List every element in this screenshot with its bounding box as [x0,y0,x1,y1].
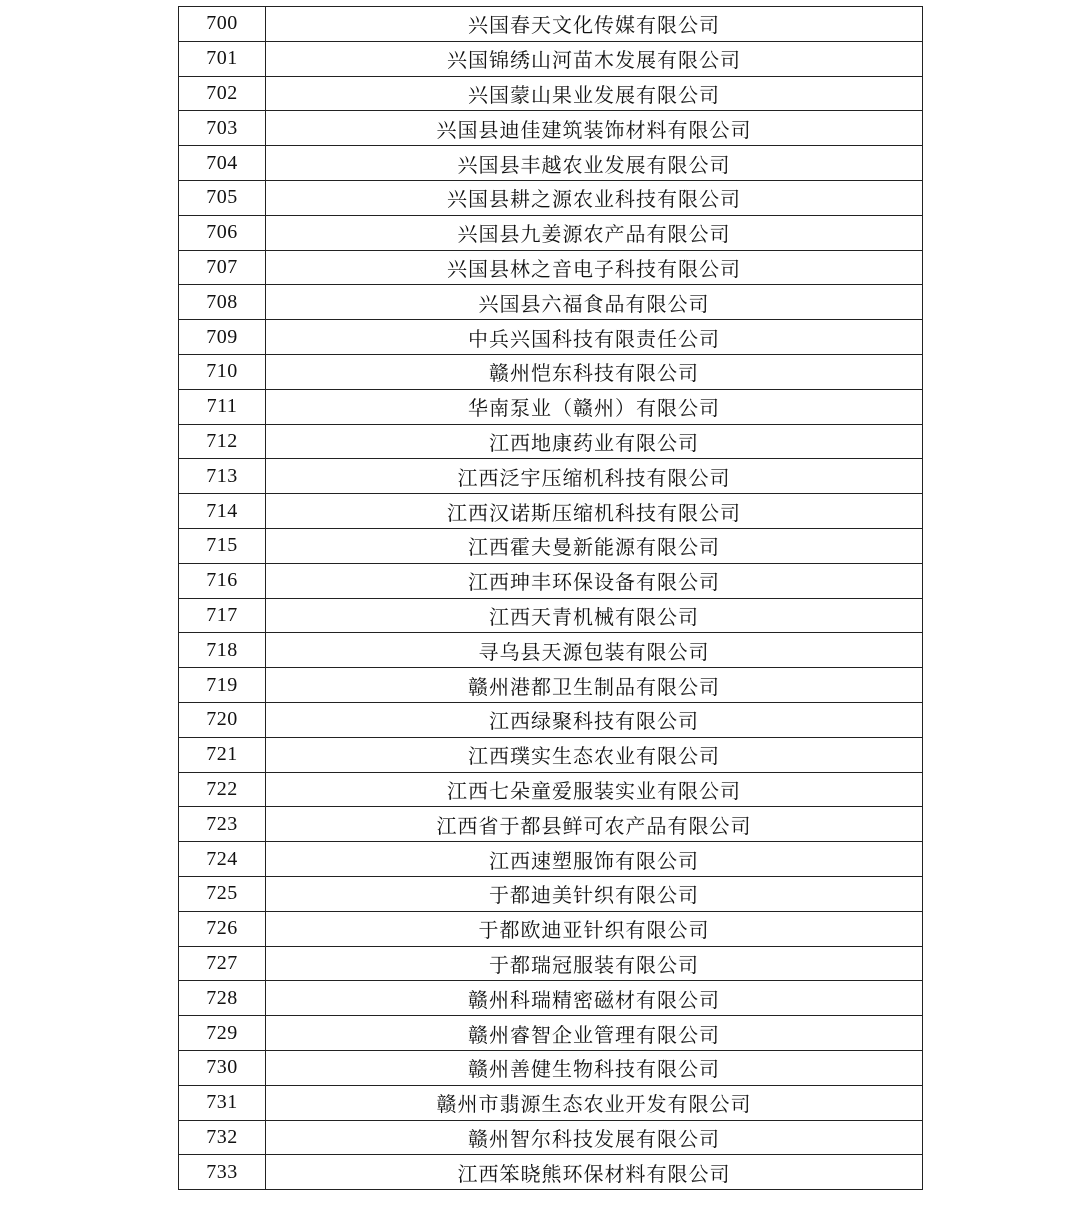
table-row [179,842,923,877]
row-number-cell: 713 [179,459,266,494]
table-row [179,1016,923,1051]
table-row [179,772,923,807]
row-number-cell: 729 [179,1016,266,1051]
company-name-cell: 华南泵业（赣州）有限公司 [266,389,923,424]
company-name-cell: 江西珅丰环保设备有限公司 [266,563,923,598]
table-row [179,1085,923,1120]
row-number-cell: 714 [179,494,266,529]
row-number-cell: 732 [179,1120,266,1155]
company-name-cell: 江西汉诺斯压缩机科技有限公司 [266,494,923,529]
company-name-cell: 江西绿聚科技有限公司 [266,702,923,737]
company-name-cell: 于都瑞冠服装有限公司 [266,946,923,981]
company-name-cell: 兴国县丰越农业发展有限公司 [266,146,923,181]
table-row [179,215,923,250]
table-row [179,111,923,146]
row-number-cell: 728 [179,981,266,1016]
table-row [179,981,923,1016]
table-row [179,528,923,563]
row-number-cell: 701 [179,41,266,76]
company-name-cell: 赣州睿智企业管理有限公司 [266,1016,923,1051]
company-name-cell: 江西笨晓熊环保材料有限公司 [266,1155,923,1190]
company-name-cell: 赣州恺东科技有限公司 [266,354,923,389]
company-name-cell: 赣州市翡源生态农业开发有限公司 [266,1085,923,1120]
table-row [179,1050,923,1085]
company-name-cell: 于都迪美针织有限公司 [266,876,923,911]
row-number-cell: 726 [179,911,266,946]
row-number-cell: 708 [179,285,266,320]
table-row [179,459,923,494]
company-name-cell: 兴国锦绣山河苗木发展有限公司 [266,41,923,76]
row-number-cell: 717 [179,598,266,633]
company-name-cell: 江西速塑服饰有限公司 [266,842,923,877]
company-name-cell: 赣州善健生物科技有限公司 [266,1050,923,1085]
company-name-cell: 江西天青机械有限公司 [266,598,923,633]
table-row [179,285,923,320]
table-row [179,737,923,772]
row-number-cell: 721 [179,737,266,772]
table-row [179,1155,923,1190]
row-number-cell: 722 [179,772,266,807]
row-number-cell: 730 [179,1050,266,1085]
company-name-cell: 兴国蒙山果业发展有限公司 [266,76,923,111]
table-row [179,563,923,598]
company-list-body [179,7,923,1190]
row-number-cell: 709 [179,320,266,355]
table-row [179,146,923,181]
table-row [179,76,923,111]
company-name-cell: 于都欧迪亚针织有限公司 [266,911,923,946]
company-name-cell: 江西璞实生态农业有限公司 [266,737,923,772]
company-name-cell: 赣州科瑞精密磁材有限公司 [266,981,923,1016]
table-row [179,7,923,42]
company-name-cell: 江西霍夫曼新能源有限公司 [266,528,923,563]
row-number-cell: 715 [179,528,266,563]
company-name-cell: 兴国县耕之源农业科技有限公司 [266,180,923,215]
row-number-cell: 704 [179,146,266,181]
table-row [179,494,923,529]
company-name-cell: 中兵兴国科技有限责任公司 [266,320,923,355]
company-name-cell: 兴国县九姜源农产品有限公司 [266,215,923,250]
company-list-table [178,6,923,1190]
row-number-cell: 707 [179,250,266,285]
table-row [179,250,923,285]
table-row [179,320,923,355]
company-name-cell: 江西地康药业有限公司 [266,424,923,459]
company-name-cell: 赣州港都卫生制品有限公司 [266,668,923,703]
table-row [179,807,923,842]
row-number-cell: 712 [179,424,266,459]
row-number-cell: 720 [179,702,266,737]
table-row [179,180,923,215]
company-name-cell: 赣州智尔科技发展有限公司 [266,1120,923,1155]
row-number-cell: 719 [179,668,266,703]
company-list-table-wrapper [178,6,922,1190]
company-name-cell: 江西七朵童爱服装实业有限公司 [266,772,923,807]
company-name-cell: 兴国县迪佳建筑装饰材料有限公司 [266,111,923,146]
table-row [179,41,923,76]
row-number-cell: 703 [179,111,266,146]
row-number-cell: 731 [179,1085,266,1120]
table-row [179,633,923,668]
row-number-cell: 727 [179,946,266,981]
table-row [179,911,923,946]
company-name-cell: 兴国县林之音电子科技有限公司 [266,250,923,285]
row-number-cell: 718 [179,633,266,668]
company-name-cell: 江西泛宇压缩机科技有限公司 [266,459,923,494]
table-row [179,598,923,633]
row-number-cell: 725 [179,876,266,911]
table-row [179,354,923,389]
row-number-cell: 702 [179,76,266,111]
table-row [179,946,923,981]
company-name-cell: 江西省于都县鲜可农产品有限公司 [266,807,923,842]
company-name-cell: 寻乌县天源包装有限公司 [266,633,923,668]
row-number-cell: 700 [179,7,266,42]
row-number-cell: 724 [179,842,266,877]
company-name-cell: 兴国县六福食品有限公司 [266,285,923,320]
row-number-cell: 733 [179,1155,266,1190]
row-number-cell: 716 [179,563,266,598]
row-number-cell: 705 [179,180,266,215]
table-row [179,668,923,703]
table-row [179,424,923,459]
row-number-cell: 711 [179,389,266,424]
row-number-cell: 706 [179,215,266,250]
table-row [179,876,923,911]
row-number-cell: 710 [179,354,266,389]
company-name-cell: 兴国春天文化传媒有限公司 [266,7,923,42]
table-row [179,389,923,424]
table-row [179,1120,923,1155]
table-row [179,702,923,737]
row-number-cell: 723 [179,807,266,842]
